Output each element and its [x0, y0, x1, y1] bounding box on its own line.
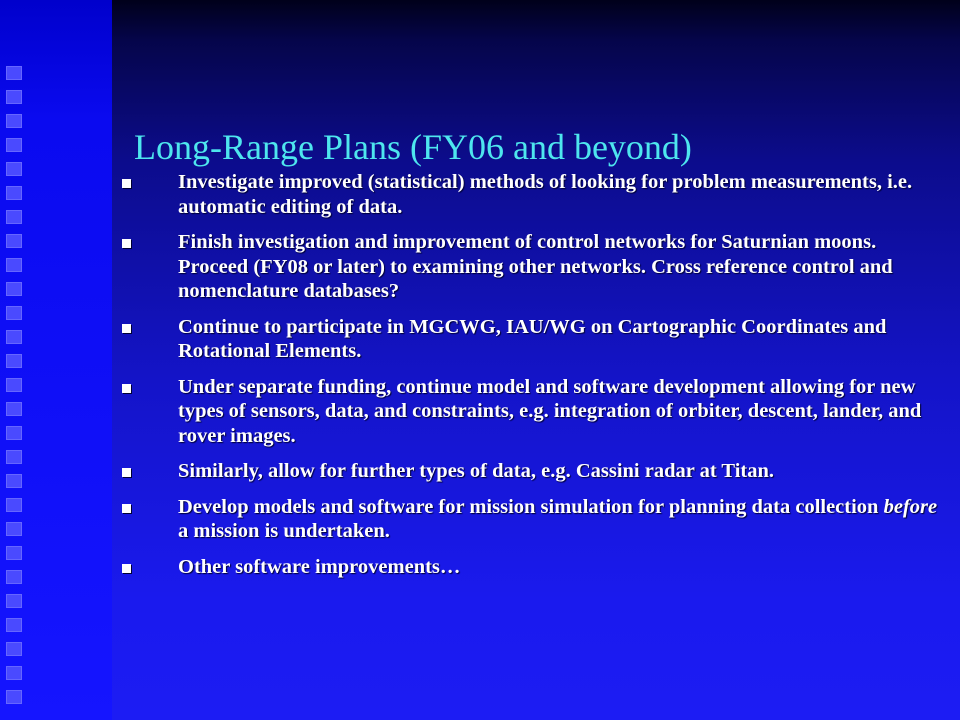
bullet-square-icon [122, 324, 131, 333]
decorative-square [6, 474, 22, 488]
decorative-square [6, 162, 22, 176]
decorative-square [6, 594, 22, 608]
bullet-item [118, 230, 938, 304]
decorative-square [6, 522, 22, 536]
decorative-square [6, 666, 22, 680]
bullet-text: Finish investigation and improvement of control networks for Saturnian moons. Proceed (FY08 or later) to examining other networks. Cross reference control and nomenclature databases? [178, 231, 893, 302]
decorative-square [6, 90, 22, 104]
decorative-square [6, 186, 22, 200]
bullet-item [118, 459, 938, 484]
decorative-square [6, 570, 22, 584]
decorative-square [6, 66, 22, 80]
bullet-item [118, 555, 938, 580]
decorative-square [6, 426, 22, 440]
bullet-square-icon [122, 384, 131, 393]
bullet-square-icon [122, 504, 131, 513]
bullet-text: Investigate improved (statistical) methods of looking for problem measurements, i.e. automatic editing of data. [178, 171, 913, 218]
bullet-text: Under separate funding, continue model and software development allowing for new types of sensors, data, and constraints, e.g. integration of orbiter, descent, lander, and rover images. [178, 375, 922, 447]
bullet-text: Other software improvements… [178, 555, 461, 578]
bullet-item [118, 375, 938, 449]
bullet-text-part: Develop models and software for mission simulation for planning data collection [178, 495, 884, 518]
slide-title: Long-Range Plans (FY06 and beyond) [134, 127, 692, 168]
decorative-square [6, 234, 22, 248]
decorative-square [6, 690, 22, 704]
decorative-square [6, 618, 22, 632]
decorative-square [6, 210, 22, 224]
bullet-text: Continue to participate in MGCWG, IAU/WG on Cartographic Coordinates and Rotational Elements. [178, 315, 887, 362]
decorative-square [6, 546, 22, 560]
decorative-square [6, 114, 22, 128]
bullet-text-part: a mission is undertaken. [178, 520, 390, 542]
bullet-item [118, 495, 938, 544]
decorative-square [6, 378, 22, 392]
decorative-square [6, 258, 22, 272]
bullet-text-emphasis: before [883, 495, 938, 518]
bullet-square-icon [122, 239, 131, 248]
bullet-text: Similarly, allow for further types of data, e.g. Cassini radar at Titan. [178, 460, 775, 482]
decorative-square [6, 402, 22, 416]
decorative-square [6, 306, 22, 320]
decorative-square [6, 642, 22, 656]
bullet-square-icon [122, 179, 131, 188]
decorative-square [6, 354, 22, 368]
bullet-item [118, 170, 938, 219]
bullet-square-icon [122, 564, 131, 573]
decorative-square [6, 330, 22, 344]
decorative-square [6, 498, 22, 512]
bullet-list [118, 170, 938, 590]
decorative-squares-column [6, 0, 28, 720]
decorative-square [6, 282, 22, 296]
decorative-square [6, 450, 22, 464]
bullet-text [178, 496, 937, 543]
bullet-item [118, 315, 938, 364]
decorative-square [6, 138, 22, 152]
bullet-square-icon [122, 468, 131, 477]
